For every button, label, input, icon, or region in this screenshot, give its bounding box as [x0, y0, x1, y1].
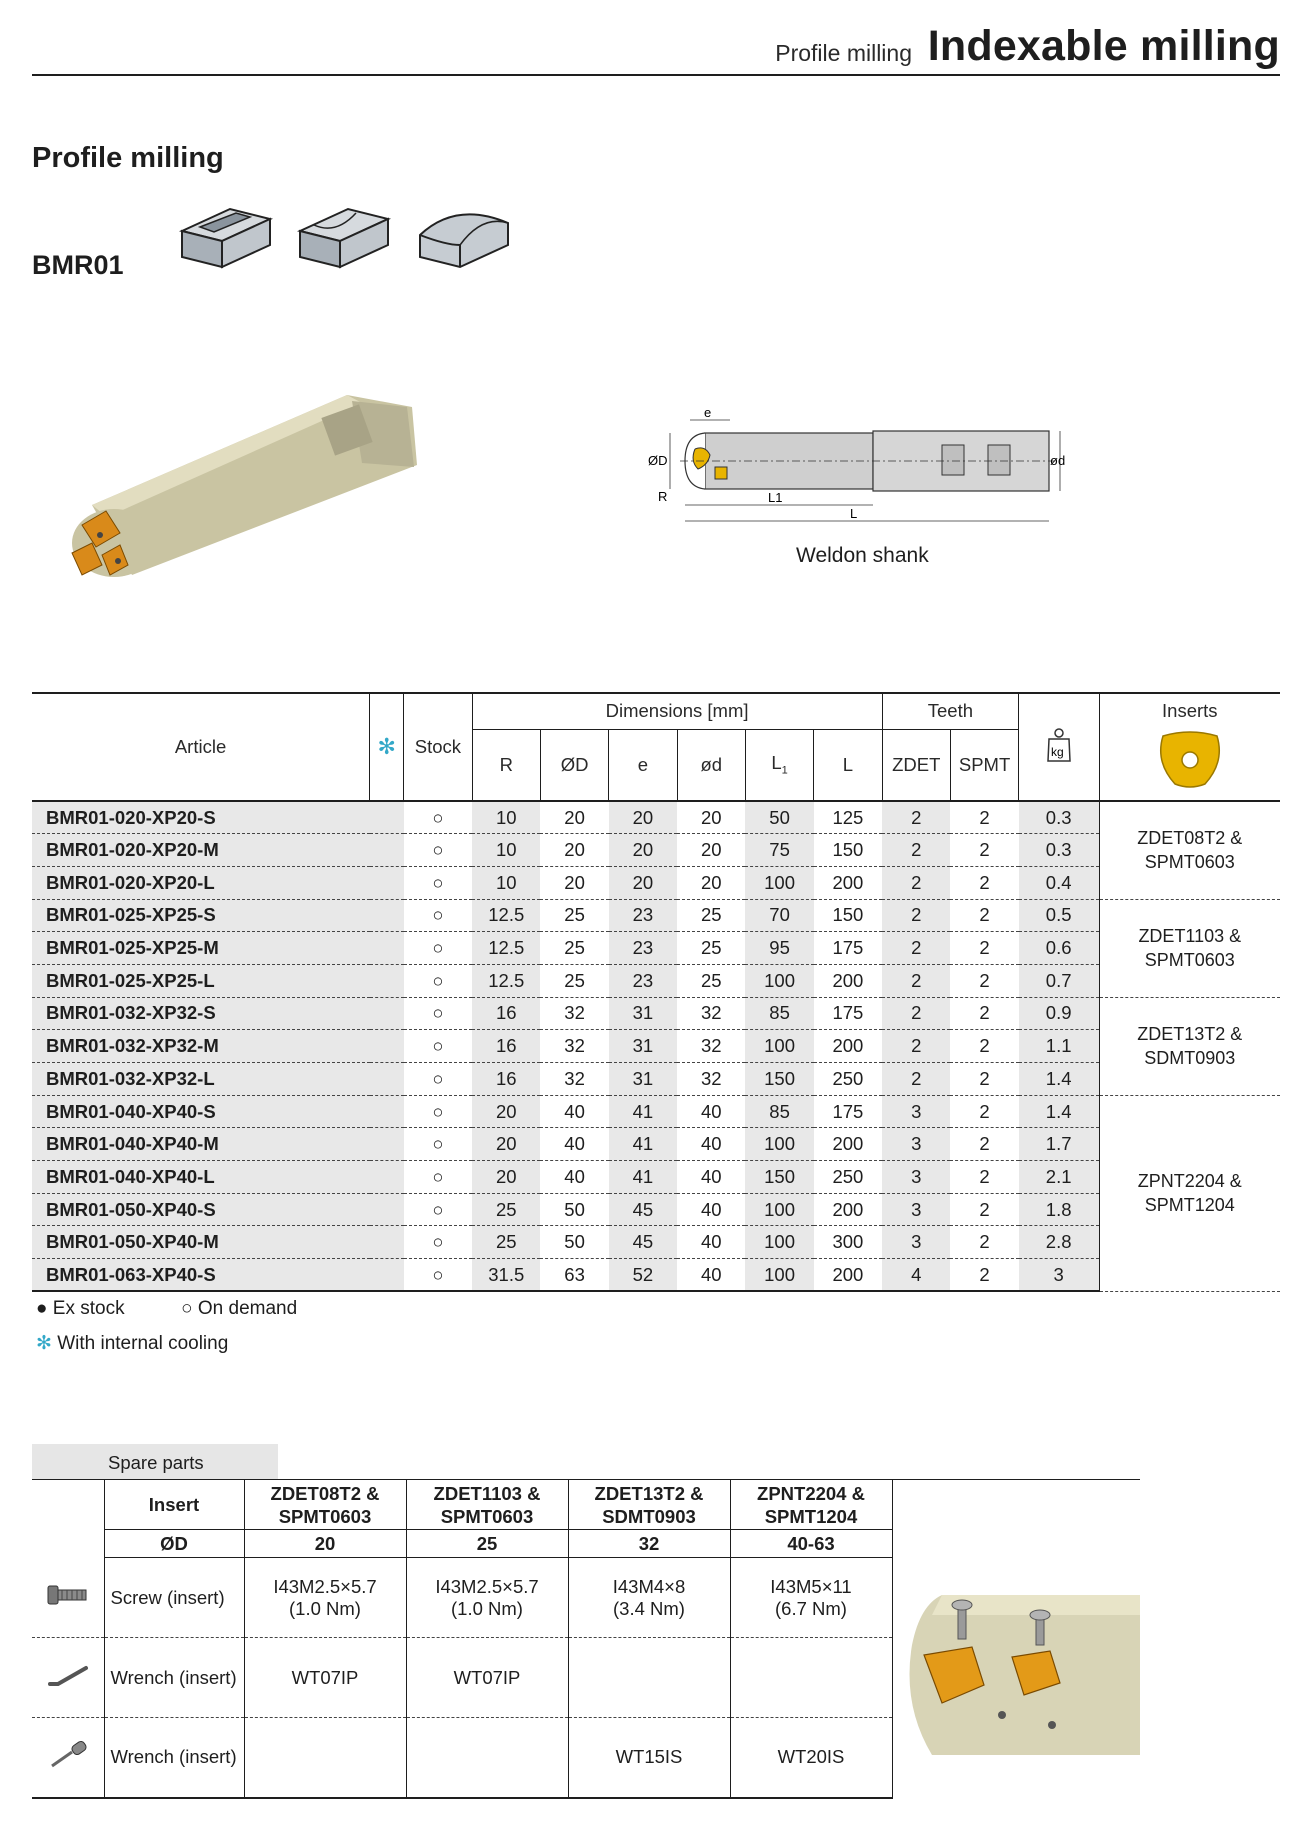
spare-cell: I43M4×8 (3.4 Nm) — [568, 1558, 730, 1638]
od-cell: 20 — [540, 866, 608, 899]
r-cell: 16 — [472, 1030, 540, 1063]
cooling-cell — [370, 1030, 404, 1063]
screwdriver-icon — [32, 1718, 104, 1798]
od-cell: 63 — [540, 1259, 608, 1292]
on-demand-symbol: ○ — [181, 1298, 193, 1319]
table-row — [32, 1259, 1280, 1292]
article-cell: BMR01-020-XP20-S — [32, 801, 370, 834]
table-row — [32, 1161, 1280, 1194]
zdet-cell: 2 — [882, 866, 950, 899]
zdet-cell: 2 — [882, 899, 950, 932]
spmt-cell: 2 — [950, 964, 1018, 997]
cooling-cell — [370, 964, 404, 997]
r-cell: 10 — [472, 801, 540, 834]
col-l: L — [814, 729, 882, 801]
kg-cell: 1.4 — [1019, 1095, 1099, 1128]
cooling-cell — [370, 1095, 404, 1128]
spare-col-1: ZDET08T2 & SPMT0603 — [244, 1480, 406, 1530]
col-teeth: Teeth — [882, 693, 1019, 729]
l-cell: 200 — [814, 964, 882, 997]
spare-col-4: ZPNT2204 & SPMT1204 — [730, 1480, 892, 1530]
header-title: Indexable milling — [927, 22, 1280, 70]
article-cell: BMR01-040-XP40-L — [32, 1161, 370, 1194]
insert-group-cell: ZPNT2204 & SPMT1204 — [1099, 1095, 1280, 1291]
cooling-icon: ✻ — [36, 1333, 52, 1354]
kg-cell: 0.4 — [1019, 866, 1099, 899]
l1-cell: 100 — [745, 1259, 813, 1292]
l-cell: 200 — [814, 1128, 882, 1161]
diagram-caption: Weldon shank — [796, 544, 929, 567]
insert-group-cell: ZDET13T2 & SDMT0903 — [1099, 997, 1280, 1095]
d-cell: 40 — [677, 1161, 745, 1194]
ex-stock-symbol: ● — [36, 1298, 48, 1319]
spmt-cell: 2 — [950, 801, 1018, 834]
e-cell: 41 — [609, 1161, 677, 1194]
r-cell: 25 — [472, 1193, 540, 1226]
cooling-cell — [370, 997, 404, 1030]
e-cell: 23 — [609, 964, 677, 997]
od-cell: 50 — [540, 1226, 608, 1259]
weight-icon — [1019, 693, 1099, 801]
col-dimensions: Dimensions [mm] — [472, 693, 882, 729]
spare-cell — [244, 1718, 406, 1798]
tool-photo — [62, 385, 422, 585]
d-cell: 40 — [677, 1095, 745, 1128]
article-cell: BMR01-025-XP25-S — [32, 899, 370, 932]
d-cell: 20 — [677, 834, 745, 867]
article-cell: BMR01-040-XP40-M — [32, 1128, 370, 1161]
e-cell: 45 — [609, 1226, 677, 1259]
l1-cell: 75 — [745, 834, 813, 867]
ex-stock-label: Ex stock — [52, 1298, 125, 1319]
e-cell: 41 — [609, 1095, 677, 1128]
table-row — [32, 1063, 1280, 1096]
l1-cell: 50 — [745, 801, 813, 834]
zdet-cell: 2 — [882, 997, 950, 1030]
cooling-cell — [370, 834, 404, 867]
cooling-cell — [370, 899, 404, 932]
stock-cell: ○ — [404, 1193, 472, 1226]
od-cell: 40 — [540, 1161, 608, 1194]
od-cell: 50 — [540, 1193, 608, 1226]
section-title: Profile milling — [32, 142, 224, 174]
od-cell: 32 — [540, 997, 608, 1030]
on-demand-label: On demand — [197, 1298, 298, 1319]
od-cell: 20 — [540, 801, 608, 834]
spare-insert-label: Insert — [104, 1480, 244, 1530]
d-cell: 20 — [677, 801, 745, 834]
stock-cell: ○ — [404, 964, 472, 997]
kg-cell: 0.6 — [1019, 932, 1099, 965]
spare-cell: WT15IS — [568, 1718, 730, 1798]
stock-cell: ○ — [404, 834, 472, 867]
spare-row-label: Wrench (insert) — [104, 1638, 244, 1718]
diagram-label-od: ØD — [648, 453, 668, 468]
radius-profile-icon — [416, 205, 512, 271]
svg-text:kg: kg — [1050, 744, 1064, 759]
od-cell: 32 — [540, 1063, 608, 1096]
stock-cell: ○ — [404, 997, 472, 1030]
e-cell: 41 — [609, 1128, 677, 1161]
spare-od-2: 25 — [406, 1530, 568, 1558]
r-cell: 25 — [472, 1226, 540, 1259]
spmt-cell: 2 — [950, 1259, 1018, 1292]
table-row — [32, 932, 1280, 965]
l1-cell: 100 — [745, 1226, 813, 1259]
article-cell: BMR01-032-XP32-L — [32, 1063, 370, 1096]
kg-cell: 0.5 — [1019, 899, 1099, 932]
l1-cell: 150 — [745, 1063, 813, 1096]
legend-stock — [36, 1298, 297, 1320]
cooling-cell — [370, 1193, 404, 1226]
e-cell: 45 — [609, 1193, 677, 1226]
l1-cell: 100 — [745, 1193, 813, 1226]
spare-cell: WT07IP — [244, 1638, 406, 1718]
spmt-cell: 2 — [950, 1161, 1018, 1194]
l-cell: 125 — [814, 801, 882, 834]
d-cell: 40 — [677, 1259, 745, 1292]
kg-cell: 0.3 — [1019, 801, 1099, 834]
l1-cell: 95 — [745, 932, 813, 965]
zdet-cell: 4 — [882, 1259, 950, 1292]
kg-cell: 3 — [1019, 1259, 1099, 1292]
spmt-cell: 2 — [950, 1095, 1018, 1128]
kg-cell: 0.3 — [1019, 834, 1099, 867]
l1-cell: 100 — [745, 964, 813, 997]
groove-profile-icon — [178, 205, 274, 271]
zdet-cell: 3 — [882, 1095, 950, 1128]
col-od: ØD — [540, 729, 608, 801]
r-cell: 31.5 — [472, 1259, 540, 1292]
col-r: R — [472, 729, 540, 801]
l-cell: 250 — [814, 1063, 882, 1096]
e-cell: 31 — [609, 1030, 677, 1063]
l-cell: 150 — [814, 834, 882, 867]
r-cell: 20 — [472, 1161, 540, 1194]
spare-cell: I43M2.5×5.7 (1.0 Nm) — [406, 1558, 568, 1638]
od-cell: 25 — [540, 964, 608, 997]
spare-cell — [406, 1718, 568, 1798]
d-cell: 25 — [677, 932, 745, 965]
r-cell: 12.5 — [472, 964, 540, 997]
l1-cell: 85 — [745, 997, 813, 1030]
table-row — [32, 1095, 1280, 1128]
spare-cell: WT07IP — [406, 1638, 568, 1718]
col-article: Article — [32, 693, 370, 801]
stock-cell: ○ — [404, 899, 472, 932]
spare-cell: I43M5×11 (6.7 Nm) — [730, 1558, 892, 1638]
product-table — [32, 692, 1280, 1292]
l1-cell: 100 — [745, 1030, 813, 1063]
model-name: BMR01 — [32, 250, 124, 280]
torx-key-icon — [32, 1638, 104, 1718]
spmt-cell: 2 — [950, 834, 1018, 867]
spmt-cell: 2 — [950, 1226, 1018, 1259]
cooling-cell — [370, 1226, 404, 1259]
r-cell: 10 — [472, 866, 540, 899]
kg-cell: 1.4 — [1019, 1063, 1099, 1096]
insert-group-cell: ZDET1103 & SPMT0603 — [1099, 899, 1280, 997]
cooling-cell — [370, 1161, 404, 1194]
article-cell: BMR01-050-XP40-S — [32, 1193, 370, 1226]
l1-cell: 100 — [745, 1128, 813, 1161]
od-cell: 40 — [540, 1095, 608, 1128]
article-cell: BMR01-040-XP40-S — [32, 1095, 370, 1128]
article-cell: BMR01-063-XP40-S — [32, 1259, 370, 1292]
spare-cell: I43M2.5×5.7 (1.0 Nm) — [244, 1558, 406, 1638]
spare-od-3: 32 — [568, 1530, 730, 1558]
l-cell: 175 — [814, 932, 882, 965]
kg-cell: 2.1 — [1019, 1161, 1099, 1194]
insert-group-cell: ZDET08T2 & SPMT0603 — [1099, 801, 1280, 899]
zdet-cell: 2 — [882, 834, 950, 867]
d-cell: 20 — [677, 866, 745, 899]
d-cell: 40 — [677, 1193, 745, 1226]
spare-cell — [730, 1638, 892, 1718]
kg-cell: 1.8 — [1019, 1193, 1099, 1226]
insert-icon — [1155, 728, 1225, 790]
spare-col-3: ZDET13T2 & SDMT0903 — [568, 1480, 730, 1530]
inserts-label: Inserts — [1162, 699, 1218, 721]
col-zdet: ZDET — [882, 729, 950, 801]
e-cell: 52 — [609, 1259, 677, 1292]
table-row — [32, 834, 1280, 867]
insert-assembly-photo — [902, 1585, 1152, 1755]
l-cell: 200 — [814, 1193, 882, 1226]
kg-cell: 2.8 — [1019, 1226, 1099, 1259]
l-cell: 200 — [814, 1259, 882, 1292]
stock-cell: ○ — [404, 801, 472, 834]
table-row — [32, 1193, 1280, 1226]
weldon-shank-diagram — [640, 405, 1080, 535]
col-stock: Stock — [404, 693, 472, 801]
d-cell: 32 — [677, 997, 745, 1030]
spmt-cell: 2 — [950, 997, 1018, 1030]
diagram-label-r: R — [658, 489, 668, 504]
zdet-cell: 3 — [882, 1226, 950, 1259]
e-cell: 31 — [609, 997, 677, 1030]
stock-cell: ○ — [404, 1030, 472, 1063]
zdet-cell: 3 — [882, 1193, 950, 1226]
kg-cell: 0.7 — [1019, 964, 1099, 997]
diagram-label-l1: L1 — [768, 490, 783, 505]
kg-cell: 1.7 — [1019, 1128, 1099, 1161]
spmt-cell: 2 — [950, 1128, 1018, 1161]
diagram-label-l: L — [850, 506, 858, 521]
article-cell: BMR01-025-XP25-M — [32, 932, 370, 965]
diagram-label-e: e — [704, 405, 712, 420]
e-cell: 20 — [609, 866, 677, 899]
spmt-cell: 2 — [950, 932, 1018, 965]
spare-od-1: 20 — [244, 1530, 406, 1558]
table-row — [32, 899, 1280, 932]
d-cell: 40 — [677, 1128, 745, 1161]
r-cell: 12.5 — [472, 899, 540, 932]
d-cell: 32 — [677, 1030, 745, 1063]
cooling-cell — [370, 1063, 404, 1096]
stock-cell: ○ — [404, 866, 472, 899]
cooling-cell — [370, 866, 404, 899]
zdet-cell: 2 — [882, 801, 950, 834]
spare-row-label: Wrench (insert) — [104, 1718, 244, 1798]
table-row — [32, 1030, 1280, 1063]
e-cell: 23 — [609, 932, 677, 965]
header-subtitle: Profile milling — [775, 40, 912, 66]
d-cell: 25 — [677, 964, 745, 997]
od-cell: 20 — [540, 834, 608, 867]
article-cell: BMR01-032-XP32-S — [32, 997, 370, 1030]
cooling-cell — [370, 801, 404, 834]
table-row — [32, 866, 1280, 899]
legend-cooling — [36, 1332, 228, 1355]
spmt-cell: 2 — [950, 1193, 1018, 1226]
l-cell: 250 — [814, 1161, 882, 1194]
e-cell: 23 — [609, 899, 677, 932]
table-row — [32, 1128, 1280, 1161]
e-cell: 31 — [609, 1063, 677, 1096]
l1-cell: 85 — [745, 1095, 813, 1128]
l1-cell: 70 — [745, 899, 813, 932]
od-cell: 25 — [540, 899, 608, 932]
spare-od-label: ØD — [104, 1530, 244, 1558]
cooling-cell — [370, 932, 404, 965]
screw-icon — [32, 1558, 104, 1638]
e-cell: 20 — [609, 834, 677, 867]
spare-cell — [568, 1638, 730, 1718]
article-cell: BMR01-032-XP32-M — [32, 1030, 370, 1063]
l-cell: 200 — [814, 1030, 882, 1063]
l1-cell: 150 — [745, 1161, 813, 1194]
r-cell: 12.5 — [472, 932, 540, 965]
kg-cell: 1.1 — [1019, 1030, 1099, 1063]
stock-cell: ○ — [404, 1063, 472, 1096]
zdet-cell: 2 — [882, 1063, 950, 1096]
col-e: e — [609, 729, 677, 801]
l-cell: 200 — [814, 866, 882, 899]
stock-cell: ○ — [404, 1161, 472, 1194]
stock-cell: ○ — [404, 1095, 472, 1128]
table-row — [32, 997, 1280, 1030]
spare-parts-tab: Spare parts — [32, 1444, 278, 1480]
l-cell: 300 — [814, 1226, 882, 1259]
spare-row-label: Screw (insert) — [104, 1558, 244, 1638]
l-cell: 175 — [814, 997, 882, 1030]
spmt-cell: 2 — [950, 899, 1018, 932]
spmt-cell: 2 — [950, 1030, 1018, 1063]
cooling-header-icon: ✻ — [370, 693, 404, 801]
article-cell: BMR01-020-XP20-L — [32, 866, 370, 899]
article-cell: BMR01-020-XP20-M — [32, 834, 370, 867]
table-row — [32, 1226, 1280, 1259]
spare-cell: WT20IS — [730, 1718, 892, 1798]
zdet-cell: 2 — [882, 1030, 950, 1063]
col-inserts — [1099, 693, 1280, 801]
r-cell: 20 — [472, 1095, 540, 1128]
zdet-cell: 3 — [882, 1128, 950, 1161]
cooling-cell — [370, 1128, 404, 1161]
article-cell: BMR01-050-XP40-M — [32, 1226, 370, 1259]
spmt-cell: 2 — [950, 866, 1018, 899]
kg-cell: 0.9 — [1019, 997, 1099, 1030]
stock-cell: ○ — [404, 1128, 472, 1161]
od-cell: 40 — [540, 1128, 608, 1161]
cooling-label: With internal cooling — [57, 1333, 229, 1354]
od-cell: 25 — [540, 932, 608, 965]
diagram-label-d: ød — [1050, 453, 1066, 468]
stock-cell: ○ — [404, 932, 472, 965]
article-cell: BMR01-025-XP25-L — [32, 964, 370, 997]
spmt-cell: 2 — [950, 1063, 1018, 1096]
step-profile-icon — [296, 205, 392, 271]
stock-cell: ○ — [404, 1259, 472, 1292]
r-cell: 20 — [472, 1128, 540, 1161]
d-cell: 40 — [677, 1226, 745, 1259]
zdet-cell: 3 — [882, 1161, 950, 1194]
r-cell: 16 — [472, 997, 540, 1030]
r-cell: 16 — [472, 1063, 540, 1096]
page-header — [32, 18, 1280, 76]
l-cell: 175 — [814, 1095, 882, 1128]
d-cell: 25 — [677, 899, 745, 932]
col-d: ød — [677, 729, 745, 801]
spare-col-2: ZDET1103 & SPMT0603 — [406, 1480, 568, 1530]
zdet-cell: 2 — [882, 964, 950, 997]
table-row — [32, 964, 1280, 997]
stock-cell: ○ — [404, 1226, 472, 1259]
r-cell: 10 — [472, 834, 540, 867]
od-cell: 32 — [540, 1030, 608, 1063]
cooling-cell — [370, 1259, 404, 1292]
l-cell: 150 — [814, 899, 882, 932]
col-l1: $L_1$ — [745, 729, 813, 801]
e-cell: 20 — [609, 801, 677, 834]
spare-od-4: 40-63 — [730, 1530, 892, 1558]
table-row — [32, 801, 1280, 834]
l1-cell: 100 — [745, 866, 813, 899]
zdet-cell: 2 — [882, 932, 950, 965]
col-spmt: SPMT — [950, 729, 1018, 801]
d-cell: 32 — [677, 1063, 745, 1096]
